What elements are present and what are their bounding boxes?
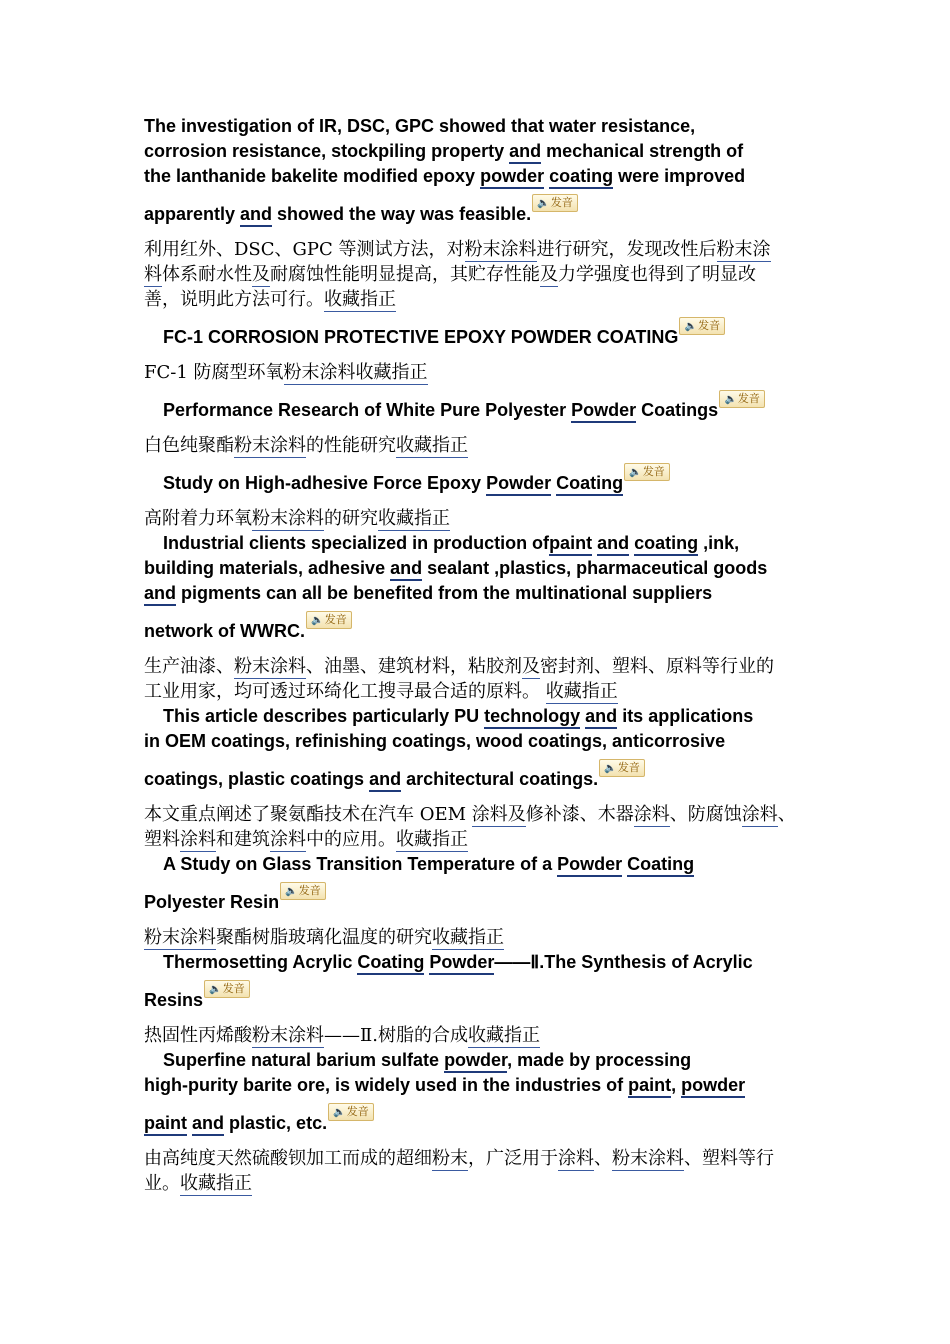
dict-link[interactable]: 粉末涂料: [144, 927, 216, 948]
dict-link[interactable]: 涂料: [471, 804, 508, 825]
chinese-translation-6: 本文重点阐述了聚氨酯技术在汽车 OEM 涂料及修补漆、木器涂料、防腐蚀涂料、 塑料涂料和建筑涂料中的应用。收藏指正: [144, 804, 796, 850]
dict-link[interactable]: Coating: [627, 854, 694, 877]
english-sentence-1-last-line: [144, 196, 814, 227]
dict-link[interactable]: coating: [549, 166, 613, 189]
dict-link[interactable]: 及: [540, 264, 558, 285]
english-sentence-9: Superfine natural barium sulfate powder, made by processing high-purity barite ore, is widely used in the industries of paint, powder: [144, 1048, 814, 1098]
dict-link[interactable]: 涂料: [633, 804, 670, 825]
dict-link[interactable]: and: [509, 141, 541, 164]
speaker-icon: 🔈: [724, 394, 737, 405]
english-sentence-3: Performance Research of White Pure Polyester Powder Coatings🔈发音: [144, 398, 814, 423]
dict-link[interactable]: paint: [628, 1075, 671, 1098]
dict-link[interactable]: 涂料: [558, 1148, 594, 1169]
favorite-correct-link[interactable]: 收藏指正: [378, 508, 450, 529]
dict-link[interactable]: and: [240, 204, 272, 227]
chinese-translation-7: 粉末涂料聚酯树脂玻璃化温度的研究收藏指正: [144, 927, 504, 948]
dict-link[interactable]: technology: [484, 706, 580, 729]
english-sentence-2: FC-1 CORROSION PROTECTIVE EPOXY POWDER COATING🔈发音: [144, 325, 814, 350]
text: were improved: [613, 166, 746, 186]
text: the lanthanide bakelite modified epoxy: [144, 166, 481, 186]
dict-link[interactable]: powder: [444, 1050, 507, 1073]
dict-link[interactable]: 粉末涂料: [283, 362, 356, 383]
speaker-icon: 🔈: [537, 198, 550, 209]
pronounce-button[interactable]: 🔈发音: [204, 980, 250, 998]
chinese-translation-1: 利用红外、DSC、GPC 等测试方法，对粉末涂料进行研究，发现改性后粉末涂 料体系耐水性及耐腐蚀性能明显提高，其贮存性能及力学强度也得到了明显改 善，说明此方法可行。收藏指正: [144, 239, 771, 310]
dict-link[interactable]: 涂料: [270, 829, 306, 850]
text: apparently: [144, 204, 241, 224]
pronounce-button[interactable]: 🔈发音: [679, 317, 725, 335]
dict-link[interactable]: 粉末涂料: [464, 239, 537, 260]
english-sentence-4: Study on High-adhesive Force Epoxy Powder Coating🔈发音: [144, 471, 814, 496]
pronounce-button[interactable]: 🔈发音: [306, 611, 352, 629]
dict-link[interactable]: 粉末涂料: [234, 435, 306, 456]
dict-link[interactable]: and: [369, 769, 401, 792]
english-sentence-6-last-line: coatings, plastic coatings and architectural coatings.🔈发音: [144, 767, 814, 792]
speaker-icon: 🔈: [684, 321, 698, 332]
dict-link[interactable]: 涂料: [180, 829, 216, 850]
dict-link[interactable]: paint: [549, 533, 592, 556]
dict-link[interactable]: and: [585, 706, 617, 729]
document-body: [144, 114, 814, 1196]
dict-link[interactable]: Powder: [557, 854, 622, 877]
dict-link[interactable]: coating: [634, 533, 698, 556]
pronounce-button[interactable]: 🔈发音: [532, 194, 578, 212]
favorite-correct-link[interactable]: 收藏指正: [432, 927, 504, 948]
english-sentence-6: This article describes particularly PU technology and its applications in OEM coatings, refinishing coatings, wood coatings, anticorrosive: [144, 706, 754, 751]
english-sentence-7-last-line: Polyester Resin🔈发音: [144, 890, 814, 915]
dict-link[interactable]: powder: [681, 1075, 745, 1098]
dict-link[interactable]: Powder: [486, 473, 551, 496]
dict-link[interactable]: 粉末涂料: [234, 656, 306, 677]
dict-link[interactable]: Powder: [429, 952, 494, 975]
dict-link[interactable]: and: [390, 558, 422, 581]
english-sentence-9-last-line: paint and plastic, etc.🔈发音: [144, 1111, 814, 1136]
speaker-icon: 🔈: [629, 467, 642, 478]
speaker-icon: 🔈: [311, 615, 324, 626]
chinese-translation-3: 白色纯聚酯粉末涂料的性能研究收藏指正: [144, 435, 468, 456]
chinese-translation-9: 由高纯度天然硫酸钡加工而成的超细粉末，广泛用于涂料、粉末涂料、塑料等行 业。收藏指正: [144, 1148, 774, 1194]
english-sentence-8: Thermosetting Acrylic Coating Powder——Ⅱ.The Synthesis of Acrylic: [144, 950, 814, 975]
english-sentence-5: Industrial clients specialized in production ofpaint and coating ,ink, building materials, adhesive and sealant ,plastics, pharmaceutical goods and pigments can all be benefited from the multinational suppliers: [144, 531, 814, 606]
pronounce-button[interactable]: 🔈发音: [328, 1103, 374, 1121]
english-sentence-1: [144, 114, 814, 189]
english-sentence-5-last-line: network of WWRC.🔈发音: [144, 619, 814, 644]
favorite-correct-link[interactable]: 收藏指正: [545, 681, 618, 702]
dict-link[interactable]: 及: [522, 656, 540, 677]
dict-link[interactable]: 粉末: [432, 1148, 468, 1169]
dict-link[interactable]: Coating: [357, 952, 424, 975]
dict-link[interactable]: 料: [144, 264, 162, 285]
text: showed the way was feasible.: [272, 204, 532, 224]
dict-link[interactable]: 及: [507, 804, 526, 825]
dict-link[interactable]: 粉末涂料: [252, 508, 324, 529]
speaker-icon: 🔈: [604, 763, 617, 774]
chinese-translation-2: FC-1 防腐型环氧粉末涂料收藏指正: [144, 362, 428, 383]
favorite-correct-link[interactable]: 收藏指正: [324, 289, 396, 310]
english-sentence-7: A Study on Glass Transition Temperature of a Powder Coating: [144, 852, 814, 877]
dict-link[interactable]: and: [192, 1113, 224, 1136]
favorite-correct-link[interactable]: 收藏指正: [467, 1025, 540, 1046]
chinese-translation-4: 高附着力环氧粉末涂料的研究收藏指正: [144, 508, 450, 529]
dict-link[interactable]: powder: [480, 166, 544, 189]
english-sentence-8-last-line: Resins🔈发音: [144, 988, 814, 1013]
dict-link[interactable]: and: [597, 533, 629, 556]
dict-link[interactable]: paint: [144, 1113, 187, 1136]
speaker-icon: 🔈: [285, 886, 298, 897]
dict-link[interactable]: 粉末涂: [716, 239, 771, 260]
dict-link[interactable]: and: [144, 583, 176, 606]
text: The investigation of IR, DSC, GPC showed that water resistance,: [144, 116, 696, 136]
speaker-icon: 🔈: [209, 984, 222, 995]
chinese-translation-8: 热固性丙烯酸粉末涂料——Ⅱ.树脂的合成收藏指正: [144, 1025, 540, 1046]
dict-link[interactable]: 及: [252, 264, 270, 285]
dict-link[interactable]: Powder: [571, 400, 636, 423]
dict-link[interactable]: Coating: [556, 473, 623, 496]
text: mechanical strength of: [541, 141, 744, 161]
favorite-correct-link[interactable]: 收藏指正: [396, 435, 468, 456]
chinese-translation-5: 生产油漆、粉末涂料、油墨、建筑材料，粘胶剂及密封剂、塑料、原料等行业的 工业用家，均可透过环绮化工搜寻最合适的原料。 收藏指正: [144, 656, 774, 702]
pronounce-button[interactable]: 🔈发音: [280, 882, 326, 900]
pronounce-button[interactable]: 🔈发音: [599, 759, 645, 777]
favorite-correct-link[interactable]: 收藏指正: [355, 362, 428, 383]
dict-link[interactable]: 粉末涂料: [612, 1148, 684, 1169]
favorite-correct-link[interactable]: 收藏指正: [396, 829, 468, 850]
dict-link[interactable]: 粉末涂料: [252, 1025, 324, 1046]
text: corrosion resistance, stockpiling property: [144, 141, 510, 161]
dict-link[interactable]: 涂料: [741, 804, 778, 825]
speaker-icon: 🔈: [333, 1107, 346, 1118]
pronounce-button[interactable]: 🔈发音: [624, 463, 670, 481]
favorite-correct-link[interactable]: 收藏指正: [180, 1173, 252, 1194]
pronounce-button[interactable]: 🔈发音: [719, 390, 765, 408]
